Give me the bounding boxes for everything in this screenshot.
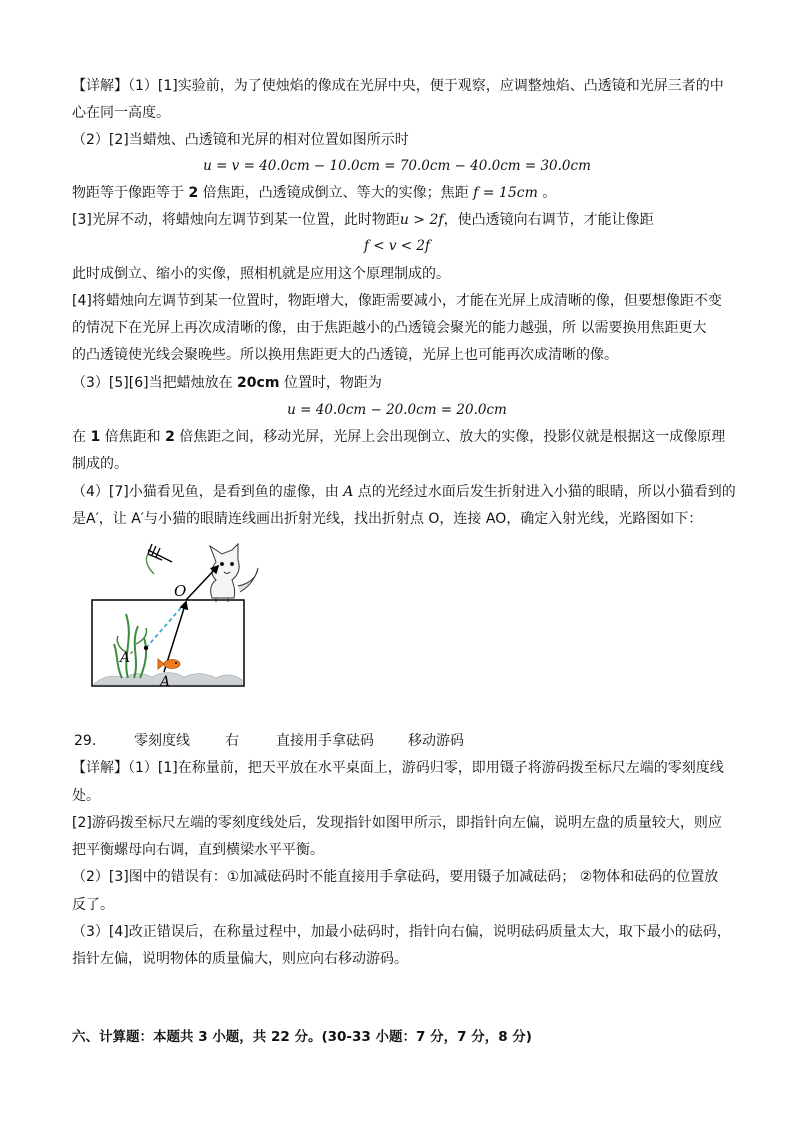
equation-image-distance-range: f < v < 2f <box>364 238 430 254</box>
detail-1-line-2: 心在同一高度。 <box>72 105 170 121</box>
detail-3-line-3: 制成的。 <box>72 456 128 472</box>
detail-1-line-1: 【详解】（1）[1]实验前，为了使烛焰的像成在光屏中央，便于观察，应调整烛焰、凸透镜和光屏三者的中 <box>72 78 724 94</box>
detail-4-line-1: （4）[7]小猫看见鱼，是看到鱼的虚像，由 A 点的光经过水面后发生折射进入小猫的眼睛，所以小猫看到的 <box>72 484 736 500</box>
fish-icon <box>158 659 180 669</box>
virtual-image-point <box>144 646 148 650</box>
detail-2-line-2: 物距等于像距等于 2 倍焦距，凸透镜成倒立、等大的实像；焦距 f = 15cm 。 <box>72 185 557 201</box>
q29-detail-line-6: 反了。 <box>72 897 114 913</box>
label-A: A <box>160 674 171 690</box>
fishing-fork <box>146 544 172 574</box>
label-O: O <box>174 582 187 600</box>
equation-u-v: u = v = 40.0cm − 10.0cm = 70.0cm − 40.0cm = 30.0cm <box>203 158 591 174</box>
q29-detail-line-8: 指针左偏，说明物体的质量偏大，则应向右移动游码。 <box>72 951 408 967</box>
detail-2-line-7: 的凸透镜使光线会聚晚些。所以换用焦距更大的凸透镜，光屏上也可能再次成清晰的像。 <box>72 347 618 363</box>
detail-4-line-2: 是A′，让 A′与小猫的眼睛连线画出折射光线，找出折射点 O，连接 AO，确定入射光线，光路图如下： <box>72 511 703 527</box>
section-6-heading: 六、计算题：本题共 3 小题，共 22 分。(30-33 小题：7 分，7 分，8 分) <box>72 1029 532 1045</box>
equation-object-distance: u = 40.0cm − 20.0cm = 20.0cm <box>287 402 507 418</box>
detail-3-line-1: （3）[5][6]当把蜡烛放在 20cm 位置时，物距为 <box>72 375 382 391</box>
detail-2-line-1: （2）[2]当蜡烛、凸透镜和光屏的相对位置如图所示时 <box>72 132 409 148</box>
q29-detail-line-5: （2）[3]图中的错误有：①加减砝码时不能直接用手拿砝码，要用镊子加减砝码； ②物体和砝码的位置放 <box>72 869 719 885</box>
water-plant <box>114 614 147 678</box>
detail-3-line-2: 在 1 倍焦距和 2 倍焦距之间，移动光屏，光屏上会出现倒立、放大的实像，投影仪就是根据这一成像原理 <box>72 429 726 445</box>
q29-detail-line-2: 处。 <box>72 788 100 804</box>
q29-answer-2: 右 <box>225 733 239 749</box>
q29-answer-1: 零刻度线 <box>134 733 190 749</box>
q29-detail-line-4: 把平衡螺母向右调，直到横梁水平平衡。 <box>72 842 324 858</box>
q29-number: 29. <box>74 733 97 749</box>
cat-icon <box>210 544 258 602</box>
q29-detail-line-3: [2]游码拨至标尺左端的零刻度线处后，发现指针如图甲所示，即指针向左偏，说明左盘的质量较大，则应 <box>72 815 722 831</box>
q29-answer-4: 移动游码 <box>408 733 464 749</box>
detail-2-line-5: [4]将蜡烛向左调节到某一位置时，物距增大，像距需要减小，才能在光屏上成清晰的像，但要想像距不变 <box>72 293 722 309</box>
q29-answer-3: 直接用手拿砝码 <box>276 733 374 749</box>
detail-2-line-6: 的情况下在光屏上再次成清晰的像，由于焦距越小的凸透镜会聚光的能力越强，所 以需要换用焦距更大 <box>72 320 707 336</box>
q29-detail-line-1: 【详解】（1）[1]在称量前，把天平放在水平桌面上，游码归零，即用镊子将游码拨至标尺左端的零刻度线 <box>72 760 724 776</box>
detail-2-line-3: [3]光屏不动，将蜡烛向左调节到某一位置，此时物距u > 2f，使凸透镜向右调节，才能让像距 <box>72 212 654 228</box>
q29-detail-line-7: （3）[4]改正错误后，在称量过程中，加最小砝码时，指针向右偏，说明砝码质量太大，取下最小的砝码， <box>72 924 731 940</box>
detail-2-line-4: 此时成倒立、缩小的实像，照相机就是应用这个原理制成的。 <box>72 266 450 282</box>
label-A-prime: A′ <box>120 650 134 666</box>
virtual-ray <box>146 602 186 648</box>
refraction-diagram <box>88 540 278 690</box>
